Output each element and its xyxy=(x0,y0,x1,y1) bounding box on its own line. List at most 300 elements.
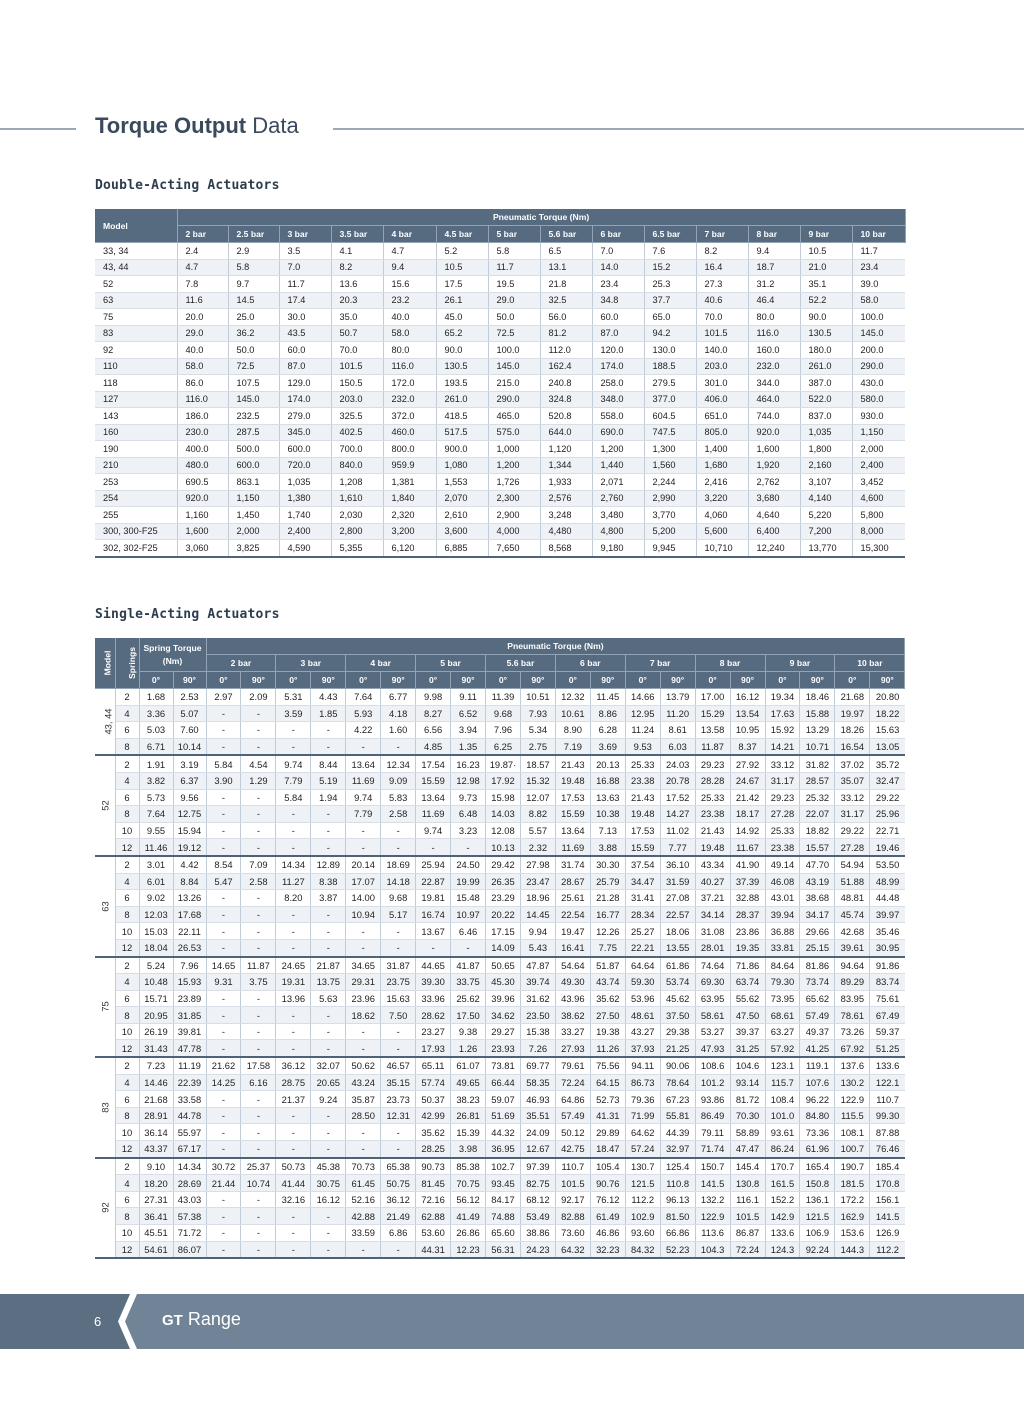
torque-cell: 5.8 xyxy=(488,243,540,260)
torque-cell: 2.32 xyxy=(520,839,555,856)
torque-cell: 43.5 xyxy=(279,325,331,342)
torque-cell: - xyxy=(276,906,311,923)
torque-cell: 5.8 xyxy=(228,259,279,276)
torque-cell: 49.65 xyxy=(451,1074,486,1091)
pressure-header: 5 bar xyxy=(488,226,540,243)
table-row xyxy=(95,1023,905,1040)
torque-cell: 11.87 xyxy=(241,957,276,974)
torque-cell: 21.43 xyxy=(555,755,590,772)
torque-cell: 4.7 xyxy=(177,259,228,276)
torque-cell: 86.07 xyxy=(173,1241,206,1258)
torque-cell: 43.96 xyxy=(555,990,590,1007)
torque-cell: 14.00 xyxy=(346,890,381,907)
torque-cell: 14.34 xyxy=(173,1158,206,1175)
torque-cell: 130.0 xyxy=(644,342,696,359)
torque-cell: 9.53 xyxy=(625,738,660,755)
torque-cell: 287.5 xyxy=(228,424,279,441)
torque-cell: 36.12 xyxy=(276,1057,311,1074)
torque-cell: 23.50 xyxy=(520,1007,555,1024)
torque-cell: 34.14 xyxy=(695,906,730,923)
torque-cell: 60.0 xyxy=(279,342,331,359)
model-cell: 52 xyxy=(95,276,177,293)
torque-cell: - xyxy=(206,822,241,839)
torque-cell: 53.27 xyxy=(695,1023,730,1040)
torque-cell: 31.74 xyxy=(555,856,590,873)
torque-cell: 141.5 xyxy=(870,1208,905,1225)
torque-cell: 116.1 xyxy=(730,1191,765,1208)
torque-cell: 51.69 xyxy=(486,1107,521,1124)
torque-cell: - xyxy=(381,939,416,956)
torque-cell: 94.2 xyxy=(644,325,696,342)
torque-cell: - xyxy=(241,890,276,907)
torque-cell: 57.49 xyxy=(555,1107,590,1124)
torque-cell: 720.0 xyxy=(279,457,331,474)
torque-cell: 15.59 xyxy=(416,772,451,789)
torque-cell: 1,120 xyxy=(540,441,592,458)
torque-cell: 112.2 xyxy=(870,1241,905,1258)
torque-cell: 105.4 xyxy=(590,1158,625,1175)
torque-cell: 43.03 xyxy=(173,1191,206,1208)
torque-cell: 49.37 xyxy=(800,1023,835,1040)
torque-cell: 7.96 xyxy=(486,722,521,739)
torque-cell: 7,650 xyxy=(488,540,540,557)
torque-cell: 122.1 xyxy=(870,1074,905,1091)
torque-cell: 26.35 xyxy=(486,873,521,890)
torque-cell: - xyxy=(381,1023,416,1040)
torque-cell: 7.75 xyxy=(590,939,625,956)
torque-cell: 29.31 xyxy=(346,974,381,991)
torque-cell: 345.0 xyxy=(279,424,331,441)
brand-name xyxy=(162,1309,241,1330)
table-row xyxy=(95,1107,905,1124)
torque-cell: 11.6 xyxy=(177,292,228,309)
torque-cell: 2,900 xyxy=(488,507,540,524)
torque-cell: 2,000 xyxy=(228,523,279,540)
torque-cell: 279.5 xyxy=(644,375,696,392)
torque-cell: 29.0 xyxy=(488,292,540,309)
torque-cell: 5.24 xyxy=(139,957,173,974)
torque-cell: 1,160 xyxy=(177,507,228,524)
torque-cell: 130.8 xyxy=(730,1175,765,1192)
torque-cell: 11.24 xyxy=(625,722,660,739)
torque-cell: 15.63 xyxy=(381,990,416,1007)
torque-cell: 2.97 xyxy=(206,689,241,706)
torque-cell: 3.98 xyxy=(451,1141,486,1158)
double-acting-table xyxy=(95,209,906,558)
torque-cell: 101.5 xyxy=(555,1175,590,1192)
torque-cell: 11.69 xyxy=(555,839,590,856)
table-row xyxy=(95,755,905,772)
springs-cell: 4 xyxy=(115,873,139,890)
springs-cell: 8 xyxy=(115,1007,139,1024)
springs-cell: 4 xyxy=(115,974,139,991)
torque-cell: 9.55 xyxy=(139,822,173,839)
torque-cell: 5,200 xyxy=(644,523,696,540)
torque-cell: 15.71 xyxy=(139,990,173,1007)
torque-cell: - xyxy=(241,839,276,856)
torque-cell: - xyxy=(381,1141,416,1158)
torque-cell: 5.34 xyxy=(520,722,555,739)
torque-cell: 27.08 xyxy=(660,890,695,907)
torque-cell: 9.11 xyxy=(451,689,486,706)
single-acting-table xyxy=(95,638,905,1259)
torque-cell: 2.58 xyxy=(241,873,276,890)
torque-cell: 67.23 xyxy=(660,1091,695,1108)
torque-cell: 3.82 xyxy=(139,772,173,789)
springs-cell: 10 xyxy=(115,822,139,839)
torque-cell: 17.52 xyxy=(660,789,695,806)
torque-cell: 29.22 xyxy=(870,789,905,806)
torque-cell: - xyxy=(241,738,276,755)
torque-cell: - xyxy=(241,1208,276,1225)
angle-end-header: 90° xyxy=(451,672,486,689)
torque-cell: 301.0 xyxy=(696,375,748,392)
torque-cell: 18.17 xyxy=(730,806,765,823)
pneumatic-torque-header: Pneumatic Torque (Nm) xyxy=(177,209,905,226)
torque-cell: 59.30 xyxy=(625,974,660,991)
torque-cell: 9.56 xyxy=(173,789,206,806)
torque-cell: 32.23 xyxy=(590,1241,625,1258)
torque-cell: 15.03 xyxy=(139,923,173,940)
torque-cell: 22.71 xyxy=(870,822,905,839)
torque-cell: 80.0 xyxy=(748,309,800,326)
torque-cell: 52.2 xyxy=(800,292,852,309)
table-row xyxy=(95,957,905,974)
torque-cell: 7.8 xyxy=(177,276,228,293)
table-row xyxy=(95,856,905,873)
torque-cell: - xyxy=(241,1124,276,1141)
torque-cell: 42.75 xyxy=(555,1141,590,1158)
model-label: 52 xyxy=(99,800,111,811)
torque-cell: - xyxy=(346,822,381,839)
torque-cell: 33.59 xyxy=(346,1225,381,1242)
springs-cell: 8 xyxy=(115,906,139,923)
torque-cell: 100.0 xyxy=(852,309,905,326)
torque-cell: - xyxy=(276,1040,311,1057)
torque-cell: 11.19 xyxy=(173,1057,206,1074)
table-row xyxy=(95,1175,905,1192)
torque-cell: 31.43 xyxy=(139,1040,173,1057)
torque-cell: 34.47 xyxy=(625,873,660,890)
torque-cell: 193.5 xyxy=(436,375,488,392)
pressure-header: 9 bar xyxy=(765,655,835,672)
torque-cell: - xyxy=(346,939,381,956)
torque-cell: 7.79 xyxy=(346,806,381,823)
torque-cell: 45.74 xyxy=(835,906,870,923)
table-row xyxy=(95,722,905,739)
torque-cell: 165.4 xyxy=(800,1158,835,1175)
torque-cell: 70.73 xyxy=(346,1158,381,1175)
torque-cell: - xyxy=(206,1023,241,1040)
torque-cell: 27.31 xyxy=(139,1191,173,1208)
torque-cell: 145.0 xyxy=(228,391,279,408)
torque-cell: 130.2 xyxy=(835,1074,870,1091)
table-row xyxy=(95,243,905,260)
torque-cell: 94.64 xyxy=(835,957,870,974)
table-row xyxy=(95,474,905,491)
model-header: Model xyxy=(95,209,177,243)
torque-cell: 2,416 xyxy=(696,474,748,491)
torque-cell: 45.62 xyxy=(660,990,695,1007)
torque-cell: 66.44 xyxy=(486,1074,521,1091)
table-row xyxy=(95,424,905,441)
torque-cell: 522.0 xyxy=(800,391,852,408)
torque-cell: 39.74 xyxy=(520,974,555,991)
pressure-header: 10 bar xyxy=(835,655,905,672)
torque-cell: - xyxy=(276,1208,311,1225)
torque-cell: 33.12 xyxy=(765,755,800,772)
torque-cell: 50.73 xyxy=(276,1158,311,1175)
torque-cell: 20.65 xyxy=(311,1074,346,1091)
torque-cell: 5.73 xyxy=(139,789,173,806)
table-row xyxy=(95,974,905,991)
torque-cell: 6,120 xyxy=(383,540,436,557)
torque-cell: 79.61 xyxy=(555,1057,590,1074)
torque-cell: 290.0 xyxy=(852,358,905,375)
torque-cell: 43.24 xyxy=(346,1074,381,1091)
torque-cell: 18.46 xyxy=(800,689,835,706)
torque-cell: 37.02 xyxy=(835,755,870,772)
torque-cell: 13.96 xyxy=(276,990,311,1007)
torque-cell: 57.38 xyxy=(173,1208,206,1225)
torque-cell: 4.54 xyxy=(241,755,276,772)
torque-cell: - xyxy=(206,839,241,856)
torque-cell: 5.43 xyxy=(520,939,555,956)
torque-cell: 6.16 xyxy=(241,1074,276,1091)
torque-cell: 28.75 xyxy=(276,1074,311,1091)
table-row xyxy=(95,789,905,806)
torque-cell: 96.22 xyxy=(800,1091,835,1108)
torque-cell: 2.09 xyxy=(241,689,276,706)
torque-cell: 115.7 xyxy=(765,1074,800,1091)
table-row xyxy=(95,292,905,309)
torque-cell: 84.64 xyxy=(765,957,800,974)
torque-cell: 9.74 xyxy=(346,789,381,806)
torque-cell: 1.29 xyxy=(241,772,276,789)
torque-cell: 3,600 xyxy=(436,523,488,540)
torque-cell: 68.12 xyxy=(520,1191,555,1208)
torque-cell: 2,610 xyxy=(436,507,488,524)
torque-cell: 1,740 xyxy=(279,507,331,524)
torque-cell: 2,320 xyxy=(383,507,436,524)
torque-cell: 61.86 xyxy=(660,957,695,974)
torque-cell: 23.75 xyxy=(381,974,416,991)
torque-cell: 18.04 xyxy=(139,939,173,956)
torque-cell: 54.94 xyxy=(835,856,870,873)
torque-cell: 27.3 xyxy=(696,276,748,293)
torque-cell: 32.16 xyxy=(276,1191,311,1208)
torque-cell: 5.2 xyxy=(436,243,488,260)
torque-cell: 2,576 xyxy=(540,490,592,507)
pressure-header: 6 bar xyxy=(555,655,625,672)
torque-cell: 25.37 xyxy=(241,1158,276,1175)
torque-cell: 430.0 xyxy=(852,375,905,392)
table-row xyxy=(95,1074,905,1091)
torque-cell: 12,240 xyxy=(748,540,800,557)
pressure-header: 3 bar xyxy=(276,655,346,672)
torque-cell: 920.0 xyxy=(748,424,800,441)
torque-cell: 137.6 xyxy=(835,1057,870,1074)
torque-cell: 1,380 xyxy=(279,490,331,507)
torque-cell: - xyxy=(206,1241,241,1258)
torque-cell: 10.94 xyxy=(346,906,381,923)
torque-cell: 15.48 xyxy=(451,890,486,907)
torque-cell: 30.0 xyxy=(279,309,331,326)
model-cell xyxy=(95,1158,115,1259)
table-row xyxy=(95,523,905,540)
torque-cell: 51.25 xyxy=(870,1040,905,1057)
torque-cell: 10,710 xyxy=(696,540,748,557)
torque-cell: 18.57 xyxy=(520,755,555,772)
model-cell: 160 xyxy=(95,424,177,441)
torque-cell: - xyxy=(311,806,346,823)
torque-cell: 33.96 xyxy=(416,990,451,1007)
model-cell: 300, 300-F25 xyxy=(95,523,177,540)
angle-start-header: 0° xyxy=(695,672,730,689)
page-title-bold: Torque Output xyxy=(95,113,247,138)
torque-cell: - xyxy=(311,923,346,940)
torque-cell: - xyxy=(311,1023,346,1040)
torque-cell: 27.98 xyxy=(520,856,555,873)
torque-cell: 26.81 xyxy=(451,1107,486,1124)
springs-cell: 12 xyxy=(115,1141,139,1158)
torque-cell: - xyxy=(346,1241,381,1258)
torque-cell: 93.45 xyxy=(486,1175,521,1192)
torque-cell: 25.27 xyxy=(625,923,660,940)
torque-cell: 7.64 xyxy=(346,689,381,706)
model-cell xyxy=(95,856,115,957)
torque-cell: 72.16 xyxy=(416,1191,451,1208)
table-row xyxy=(95,890,905,907)
torque-cell: 18.06 xyxy=(660,923,695,940)
torque-cell: - xyxy=(206,906,241,923)
torque-cell: 387.0 xyxy=(800,375,852,392)
springs-cell: 4 xyxy=(115,772,139,789)
torque-cell: 20.78 xyxy=(660,772,695,789)
torque-cell: 1.91 xyxy=(139,755,173,772)
torque-cell: 27.50 xyxy=(590,1007,625,1024)
torque-cell: 3.88 xyxy=(590,839,625,856)
torque-cell: 19.5 xyxy=(488,276,540,293)
torque-cell: 112.2 xyxy=(625,1191,660,1208)
torque-cell: 28.37 xyxy=(730,906,765,923)
double-acting-body xyxy=(95,243,905,557)
torque-cell: 651.0 xyxy=(696,408,748,425)
torque-cell: 97.39 xyxy=(520,1158,555,1175)
torque-cell: 185.4 xyxy=(870,1158,905,1175)
footer-bar xyxy=(0,1294,1024,1349)
torque-cell: 1,440 xyxy=(592,457,644,474)
torque-cell: - xyxy=(276,1124,311,1141)
torque-cell: 25.32 xyxy=(800,789,835,806)
torque-cell: - xyxy=(381,1124,416,1141)
torque-cell: 14.25 xyxy=(206,1074,241,1091)
torque-cell: 123.1 xyxy=(765,1057,800,1074)
torque-cell: 23.4 xyxy=(592,276,644,293)
torque-cell: - xyxy=(206,890,241,907)
torque-cell: 520.8 xyxy=(540,408,592,425)
torque-cell: 30.95 xyxy=(870,939,905,956)
torque-cell: 9.24 xyxy=(311,1091,346,1108)
torque-cell: 174.0 xyxy=(279,391,331,408)
torque-cell: 2,760 xyxy=(592,490,644,507)
table-row xyxy=(95,391,905,408)
model-cell xyxy=(95,689,115,756)
torque-cell: 35.72 xyxy=(870,755,905,772)
model-cell: 75 xyxy=(95,309,177,326)
torque-cell: 16.74 xyxy=(416,906,451,923)
torque-cell: 54.64 xyxy=(555,957,590,974)
torque-cell: 1,726 xyxy=(488,474,540,491)
torque-cell: 120.0 xyxy=(592,342,644,359)
torque-cell: 12.34 xyxy=(381,755,416,772)
torque-cell: - xyxy=(206,1141,241,1158)
torque-cell: 4.85 xyxy=(416,738,451,755)
torque-cell: 5.07 xyxy=(173,705,206,722)
torque-cell: 6.25 xyxy=(486,738,521,755)
torque-cell: 23.4 xyxy=(852,259,905,276)
torque-cell: 150.8 xyxy=(800,1175,835,1192)
torque-cell: 64.64 xyxy=(625,957,660,974)
torque-cell: 35.87 xyxy=(346,1091,381,1108)
torque-cell: 21.44 xyxy=(206,1175,241,1192)
torque-cell: - xyxy=(381,923,416,940)
torque-cell: 35.51 xyxy=(520,1107,555,1124)
torque-cell: - xyxy=(311,1007,346,1024)
torque-cell: 69.77 xyxy=(520,1057,555,1074)
torque-cell: 62.88 xyxy=(416,1208,451,1225)
pressure-header: 3.5 bar xyxy=(331,226,383,243)
torque-cell: 13.05 xyxy=(870,738,905,755)
pressure-header: 7 bar xyxy=(625,655,695,672)
torque-cell: 500.0 xyxy=(228,441,279,458)
torque-cell: 32.07 xyxy=(311,1057,346,1074)
torque-cell: 460.0 xyxy=(383,424,436,441)
model-cell xyxy=(95,957,115,1058)
springs-cell: 2 xyxy=(115,1158,139,1175)
torque-cell: 24.09 xyxy=(520,1124,555,1141)
torque-cell: 6.37 xyxy=(173,772,206,789)
torque-cell: 4.42 xyxy=(173,856,206,873)
torque-cell: 73.60 xyxy=(555,1225,590,1242)
table-row xyxy=(95,873,905,890)
torque-cell: 9.02 xyxy=(139,890,173,907)
torque-cell: 465.0 xyxy=(488,408,540,425)
pressure-header: 2 bar xyxy=(177,226,228,243)
torque-cell: 38.23 xyxy=(451,1091,486,1108)
torque-cell: 6,400 xyxy=(748,523,800,540)
torque-cell: 7.6 xyxy=(644,243,696,260)
torque-cell: 10.97 xyxy=(451,906,486,923)
torque-cell: 13.55 xyxy=(660,939,695,956)
torque-cell: 115.5 xyxy=(835,1107,870,1124)
torque-cell: 261.0 xyxy=(436,391,488,408)
torque-cell: 48.61 xyxy=(625,1007,660,1024)
torque-cell: 20.0 xyxy=(177,309,228,326)
torque-cell: 29.0 xyxy=(177,325,228,342)
torque-cell: 8.54 xyxy=(206,856,241,873)
torque-cell: 52.23 xyxy=(660,1241,695,1258)
torque-cell: 324.8 xyxy=(540,391,592,408)
torque-cell: 33.58 xyxy=(173,1091,206,1108)
torque-cell: 136.1 xyxy=(800,1191,835,1208)
torque-cell: 8.37 xyxy=(730,738,765,755)
torque-cell: 35.62 xyxy=(416,1124,451,1141)
torque-cell: 279.0 xyxy=(279,408,331,425)
torque-cell: 57.49 xyxy=(800,1007,835,1024)
torque-cell: 3,248 xyxy=(540,507,592,524)
torque-cell: 1,553 xyxy=(436,474,488,491)
